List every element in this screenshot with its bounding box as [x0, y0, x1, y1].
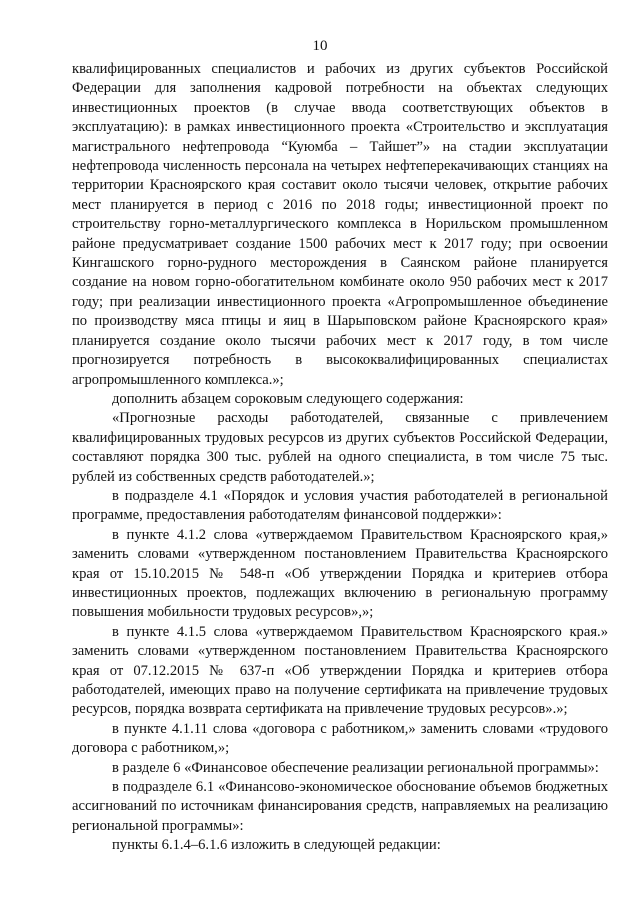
paragraph-2: дополнить абзацем сороковым следующего содержания:: [112, 390, 464, 407]
paragraph-5: в пункте 4.1.2 слова «утверждаемом Правительством Красноярского края,» заменить словами «утвержденном постановлением Правительства Красноярского края от 15.10.2015 № 548-п «Об утверждении Порядка и критериев отбора инвестиционных проектов, подлежащих включению в региональную программу повышения мобильности трудовых ресурсов»,»;: [72, 526, 608, 621]
page-number: 10: [312, 38, 328, 54]
paragraph-7: в пункте 4.1.11 слова «договора с работником,» заменить словами «трудового договора с работником,»;: [72, 720, 608, 757]
paragraph-9: в подразделе 6.1 «Финансово-экономическое обоснование объемов бюджетных ассигнований по источникам финансирования средств, направляемых на реализацию региональной программы»:: [72, 779, 608, 834]
paragraph-10: пункты 6.1.4–6.1.6 изложить в следующей редакции:: [112, 837, 441, 854]
document-body: [72, 60, 608, 856]
paragraph-1: квалифицированных специалистов и рабочих из других субъектов Российской Федерации для заполнения кадровой потребности на объектах следующих инвестиционных проектов (в случае ввода соответствующих объектов в эксплуатацию): в рамках инвестиционного проекта «Строительство и эксплуатация магистрального нефтепровода “Куюмба – Тайшет”» на стадии эксплуатации нефтепровода численность персонала на четырех нефтеперекачивающих станциях на территории Красноярского края составит около тысячи человек, открытие рабочих мест планируется в период с 2016 по 2018 годы; инвестиционной проект по строительству горно-металлургического комплекса в Норильском промышленном районе предусматривает создание 1500 рабочих мест к 2017 году; при освоении Кингашского горно-рудного месторождения в Саянском районе планируется создание на новом горно-обогатительном комбинате около 950 рабочих мест к 2017 году; при реализации инвестиционного проекта «Агропромышленное объединение по производству мяса птицы и яиц в Шарыповском районе Красноярского края» планируется создание около тысячи рабочих мест к 2017 году, в том числе прогнозируется потребность в высококвалифицированных специалистах агропромышленного комплекса.»;: [72, 61, 608, 388]
paragraph-8: в разделе 6 «Финансовое обеспечение реализации региональной программы»:: [112, 759, 599, 776]
paragraph-4: в подразделе 4.1 «Порядок и условия участия работодателей в региональной программе, предоставления работодателям финансовой поддержки»:: [72, 487, 608, 524]
paragraph-3: «Прогнозные расходы работодателей, связанные с привлечением квалифицированных трудовых ресурсов из других субъектов Российской Федерации, составляют порядка 300 тыс. рублей на одного специалиста, в том числе 75 тыс. рублей из собственных средств работодателей.»;: [72, 410, 608, 485]
paragraph-6: в пункте 4.1.5 слова «утверждаемом Правительством Красноярского края.» заменить словами «утвержденном постановлением Правительства Красноярского края от 07.12.2015 № 637-п «Об утверждении Порядка и критериев отбора работодателей, имеющих право на получение сертификата на привлечение трудовых ресурсов, порядка возврата сертификата на привлечение трудовых ресурсов».»;: [72, 623, 608, 718]
